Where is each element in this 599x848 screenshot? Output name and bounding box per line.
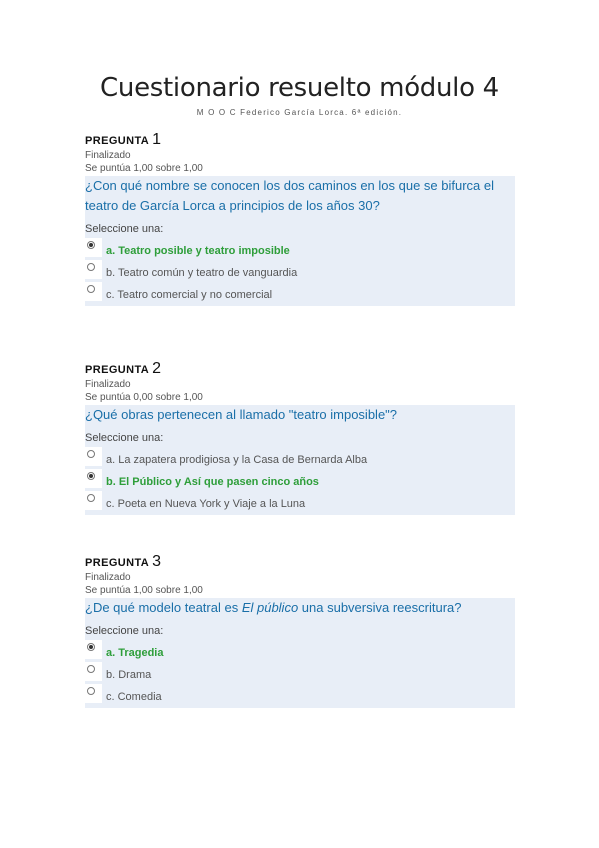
question-label: PREGUNTA	[85, 557, 150, 569]
radio-button[interactable]	[87, 285, 95, 293]
option-c[interactable]	[85, 491, 515, 513]
question-text-start: ¿De qué modelo teatral es	[85, 600, 242, 615]
option-c[interactable]	[85, 684, 515, 706]
option-b[interactable]	[85, 469, 515, 491]
question-2	[85, 360, 515, 515]
select-label: Seleccione una:	[85, 223, 164, 235]
option-a[interactable]	[85, 640, 515, 662]
option-label: c. Poeta en Nueva York y Viaje a la Luna	[106, 498, 306, 510]
question-header	[85, 360, 515, 378]
question-text: ¿Qué obras pertenecen al llamado "teatro imposible"?	[85, 407, 398, 422]
option-b[interactable]	[85, 662, 515, 684]
radio-button[interactable]	[87, 494, 95, 502]
question-text: ¿Con qué nombre se conocen los dos caminos en los que se bifurca el teatro de García Lorca a principios de los años 30?	[85, 178, 495, 213]
option-label: c. Comedia	[106, 691, 162, 703]
radio-button[interactable]	[87, 241, 95, 249]
question-state: Finalizado	[85, 150, 131, 161]
radio-button[interactable]	[87, 665, 95, 673]
select-label: Seleccione una:	[85, 625, 164, 637]
option-label: a. La zapatera prodigiosa y la Casa de Bernarda Alba	[106, 454, 368, 466]
question-box	[85, 176, 515, 306]
question-number: 3	[152, 553, 162, 570]
question-text-end: una subversiva reescritura?	[298, 600, 462, 615]
radio-button[interactable]	[87, 263, 95, 271]
page-title: Cuestionario resuelto módulo 4	[100, 73, 499, 103]
option-b[interactable]	[85, 260, 515, 282]
question-state: Finalizado	[85, 379, 131, 390]
option-label: a. Tragedia	[106, 647, 164, 659]
question-number: 1	[152, 131, 162, 148]
question-1	[85, 131, 515, 306]
question-score: Se puntúa 1,00 sobre 1,00	[85, 163, 203, 174]
question-header	[85, 553, 515, 571]
option-label: a. Teatro posible y teatro imposible	[106, 245, 290, 257]
radio-button[interactable]	[87, 643, 95, 651]
question-state: Finalizado	[85, 572, 131, 583]
question-text-title: El público	[241, 600, 299, 615]
question-score: Se puntúa 0,00 sobre 1,00	[85, 392, 203, 403]
option-c[interactable]	[85, 282, 515, 304]
question-text	[85, 598, 515, 618]
radio-button[interactable]	[87, 472, 95, 480]
option-a[interactable]	[85, 447, 515, 469]
question-label: PREGUNTA	[85, 364, 150, 376]
option-label: b. Teatro común y teatro de vanguardia	[106, 267, 298, 279]
question-box	[85, 405, 515, 515]
question-label: PREGUNTA	[85, 135, 150, 147]
question-number: 2	[152, 360, 162, 377]
select-label: Seleccione una:	[85, 432, 164, 444]
option-label: c. Teatro comercial y no comercial	[106, 289, 273, 301]
radio-button[interactable]	[87, 450, 95, 458]
option-a[interactable]	[85, 238, 515, 260]
radio-button[interactable]	[87, 687, 95, 695]
option-label: b. Drama	[106, 669, 152, 681]
page-subtitle: M O O C Federico García Lorca. 6ª edición.	[196, 108, 403, 117]
question-3	[85, 553, 515, 708]
question-score: Se puntúa 1,00 sobre 1,00	[85, 585, 203, 596]
question-header	[85, 131, 515, 149]
option-label: b. El Público y Así que pasen cinco años	[106, 476, 319, 488]
question-box	[85, 598, 515, 708]
